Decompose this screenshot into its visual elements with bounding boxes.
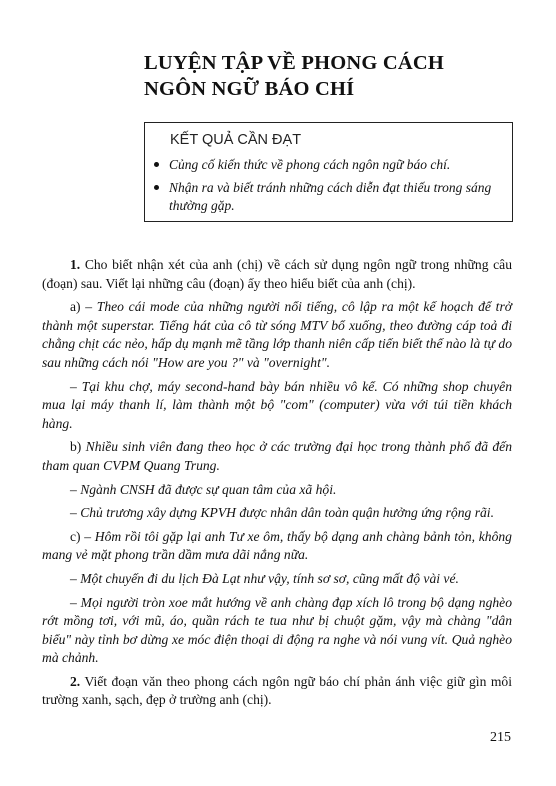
- exercise-1-number: 1.: [70, 257, 81, 272]
- exercise-content: [42, 256, 512, 715]
- objectives-list: [145, 156, 512, 220]
- exercise-1b-text-1: Nhiều sinh viên đang theo học ở các trường đại học trong thành phố đã đến tham quan CVPM Quang Trung.: [42, 439, 512, 473]
- exercise-1b-paragraph-2: – Ngành CNSH đã được sự quan tâm của xã hội.: [70, 481, 337, 497]
- exercise-2-prompt: [42, 673, 512, 710]
- objectives-heading: KẾT QUẢ CẦN ĐẠT: [170, 132, 302, 148]
- objective-item: [145, 179, 512, 215]
- objective-item: [145, 156, 512, 174]
- exercise-1c-paragraph-1: [42, 528, 512, 565]
- exercise-1c-paragraph-3: – Mọi người tròn xoe mắt hướng về anh chàng đạp xích lô trong bộ dạng nghèo rớt mồng tơi, với mũ, áo, quần rách te tua như bị chuột gặm, vậy mà chàng "dân biểu" này tỉnh bơ dừng xe móc điện thoại di động ra nghe và nói vung vít. Quả nghèo mà chảnh.: [42, 594, 512, 666]
- page-number: 215: [490, 730, 511, 745]
- exercise-1c-text-1: – Hôm rồi tôi gặp lại anh Tư xe ôm, thấy bộ dạng anh chàng bảnh tỏn, không mang vẻ mặt phong trần dầm mưa dãi nắng nữa.: [42, 528, 512, 563]
- title-line-1: LUYỆN TẬP VỀ PHONG CÁCH: [144, 52, 444, 74]
- label-c: c): [70, 528, 81, 544]
- exercise-2-number: 2.: [70, 673, 81, 689]
- exercise-1a-paragraph-2: – Tại khu chợ, máy second-hand bày bán nhiều vô kể. Có những shop chuyên mua lại máy thanh lí, làm thành một bộ "com" (computer) vừa với túi tiền khách hàng.: [42, 378, 512, 431]
- label-a: a): [70, 299, 81, 315]
- exercise-2-text: Viết đoạn văn theo phong cách ngôn ngữ báo chí phản ánh việc giữ gìn môi trường xanh, sạch, đẹp ở trường anh (chị).: [42, 673, 513, 708]
- objectives-box: [144, 122, 513, 222]
- exercise-1-text: Cho biết nhận xét của anh (chị) về cách sử dụng ngôn ngữ trong những câu (đoạn) sau. Viết lại những câu (đoạn) ấy theo hiểu biết của anh (chị).: [42, 257, 512, 291]
- objective-text: Nhận ra và biết tránh những cách diễn đạt thiếu trong sáng thường gặp.: [169, 180, 492, 213]
- label-b: b): [70, 439, 82, 455]
- exercise-1a-paragraph-1: [42, 298, 512, 372]
- exercise-1a-text-1: – Theo cái mode của những người nổi tiếng, cô lập ra một kế hoạch để trở thành một superstar. Tiếng hát của cô từ sóng MTV bổ xuống, theo đường cáp toả đi chằng chịt các nẻo, hấp dụ mạnh mẽ tầng lớp thanh niên cấp tiến biết thế nào là tự do sau những cách nói "How are you ?" và "overnight".: [42, 299, 513, 370]
- exercise-1-prompt: [42, 256, 512, 293]
- exercise-1c-paragraph-2: – Một chuyến đi du lịch Đà Lạt như vậy, tính sơ sơ, cũng mất độ vài vé.: [70, 570, 459, 586]
- bullet-icon: [154, 162, 159, 167]
- exercise-1b-paragraph-1: [42, 438, 512, 475]
- page-title: [144, 50, 444, 102]
- title-line-2: NGÔN NGỮ BÁO CHÍ: [144, 78, 355, 100]
- objective-text: Củng cố kiến thức về phong cách ngôn ngữ báo chí.: [169, 157, 451, 172]
- exercise-1b-paragraph-3: – Chủ trương xây dựng KPVH được nhân dân toàn quận hưởng ứng rộng rãi.: [70, 505, 494, 521]
- bullet-icon: [154, 185, 159, 190]
